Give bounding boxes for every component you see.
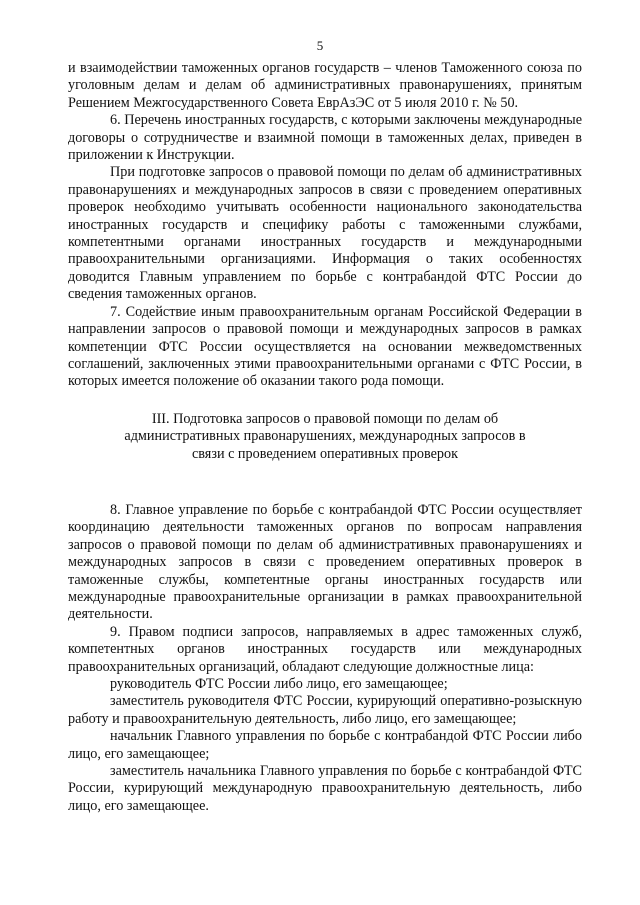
page-number: 5 — [316, 38, 324, 53]
signatory-deputy-head: заместитель руководителя ФТС России, курирующий оперативно-розыскную работу и правоохранительную деятельность, либо лицо, его замещающее; — [68, 693, 582, 727]
paragraph-8: 8. Главное управление по борьбе с контрабандой ФТС России осуществляет координацию деятельности таможенных органов по вопросам направления запросов о правовой помощи по делам об административных правонарушениях и международных запросов в связи с проведением оперативных проверок в таможенные службы, компетентные органы иностранных государств или международные правоохранительные организации в рамках правоохранительной деятельности. — [68, 501, 582, 623]
document-body — [68, 60, 582, 815]
paragraph-6: 6. Перечень иностранных государств, с которыми заключены международные договоры о сотрудничестве и взаимной помощи в таможенных делах, приведен в приложении к Инструкции. — [68, 112, 582, 164]
signatory-department-deputy: заместитель начальника Главного управления по борьбе с контрабандой ФТС России, курирующий международную правоохранительную деятельность, либо лицо, его замещающее. — [68, 763, 582, 814]
section-heading: III. Подготовка запросов о правовой помощи по делам об административных правонарушениях, международных запросов в связи с проведением оперативных проверок — [124, 410, 526, 462]
paragraph-6-preparation: При подготовке запросов о правовой помощи по делам об административных правонарушениях и международных запросов в связи с проведением оперативных проверок необходимо учитывать особенности национального законодательства иностранных государств и специфику работы с таможенными службами, компетентными органами иностранных государств и международными правоохранительными организациями. Информация о таких особенностях доводится Главным управлением по борьбе с контрабандой ФТС России до сведения таможенных органов. — [68, 164, 582, 303]
signatory-head: руководитель ФТС России либо лицо, его замещающее; — [110, 676, 448, 692]
signatory-department-head: начальник Главного управления по борьбе с контрабандой ФТС России либо лицо, его замещающее; — [68, 728, 582, 762]
paragraph-7: 7. Содействие иным правоохранительным органам Российской Федерации в направлении запросов о правовой помощи и международных запросов в рамках компетенции ФТС России осуществляется на основании межведомственных соглашений, заключенных этими правоохранительными органами с ФТС России, в которых имеется положение об оказании такого рода помощи. — [68, 303, 582, 390]
paragraph-continuation: и взаимодействии таможенных органов государств – членов Таможенного союза по уголовным делам и делам об административных правонарушениях, принятым Решением Межгосударственного Совета ЕврАзЭС от 5 июля 2010 г. № 50. — [68, 60, 582, 111]
paragraph-9: 9. Правом подписи запросов, направляемых в адрес таможенных служб, компетентных органов иностранных государств или международных правоохранительных организаций, обладают следующие должностные лица: — [68, 623, 582, 675]
